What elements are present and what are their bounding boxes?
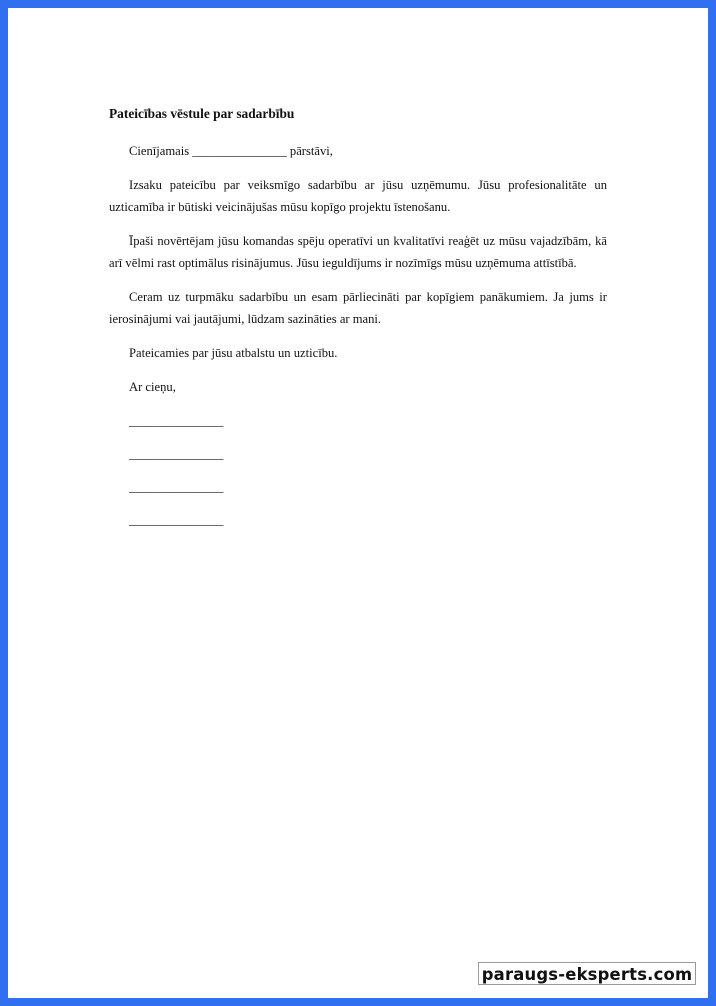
document-page [8,8,708,998]
signature-line-4: _______________ [129,513,224,527]
thanks-line: Pateicamies par jūsu atbalstu un uzticību. [129,346,338,360]
letter-body [109,106,607,542]
paragraph-3: Ceram uz turpmāku sadarbību un esam pārliecināti par kopīgiem panākumiem. Ja jums ir ierosinājumi vai jautājumi, lūdzam sazināties ar mani. [109,290,607,326]
signature-block [109,410,607,542]
paragraph-2: Īpaši novērtējam jūsu komandas spēju operatīvi un kvalitatīvi reaģēt uz mūsu vajadzībām, kā arī vēlmi rast optimālus risinājumus. Jūsu ieguldījums ir nozīmīgs mūsu uzņēmuma attīstībā. [109,234,607,270]
watermark-label: paraugs-eksperts.com [478,962,696,985]
signature-line-1: _______________ [129,414,224,428]
salutation: Cienījamais _______________ pārstāvi, [129,144,333,158]
letter-title: Pateicības vēstule par sadarbību [109,106,295,121]
closing-line: Ar cieņu, [129,380,176,394]
signature-line-3: _______________ [129,480,224,494]
paragraph-1: Izsaku pateicību par veiksmīgo sadarbību ar jūsu uzņēmumu. Jūsu profesionalitāte un uzticamība ir būtiski veicinājušas mūsu kopīgo projektu īstenošanu. [109,178,607,214]
signature-line-2: _______________ [129,447,224,461]
